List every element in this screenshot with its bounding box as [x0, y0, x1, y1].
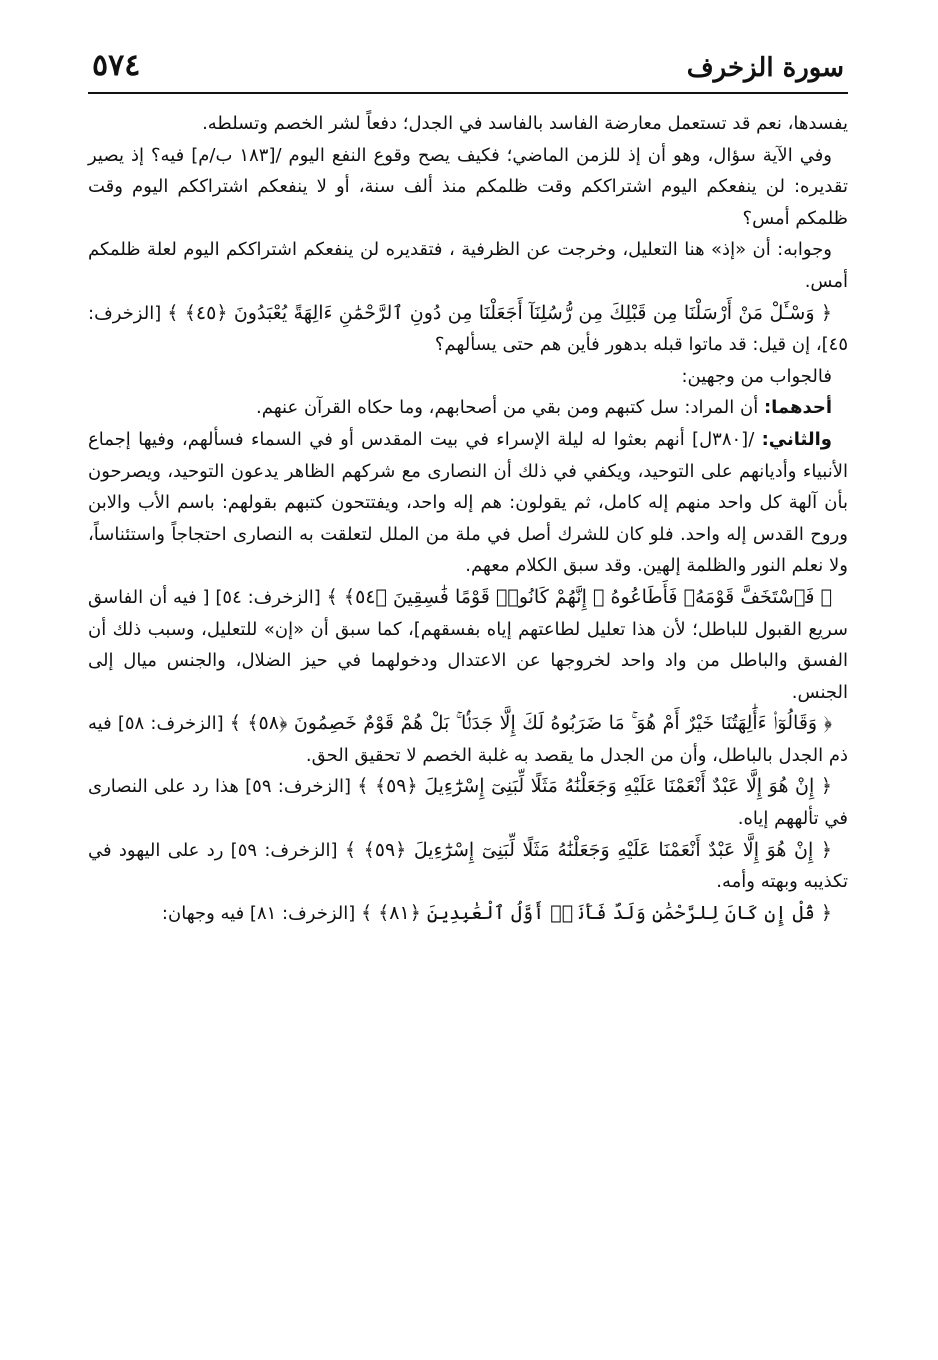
point-label: أحدهما:: [763, 397, 832, 419]
quran-verse: ﴿ وَسْـَٔلْ مَنْ أَرْسَلْنَا مِن قَبْلِكَ مِن رُّسُلِنَآ أَجَعَلْنَا مِن دُونِ ٱلرَّحْمَٰنِ ءَالِهَةً يُعْبَدُونَ ﴿٤٥﴾ ﴾: [167, 301, 832, 324]
paragraph: [88, 298, 848, 361]
paragraph: [88, 234, 848, 297]
point-label: والثاني:: [761, 428, 832, 450]
paragraph: [88, 898, 848, 930]
quran-verse: ﴿ قُلْ إِن كَانَ لِلرَّحْمَٰنِ وَلَدٌ فَأَنَا۠ أَوَّلُ ٱلْعَٰبِدِينَ ﴿٨١﴾ ﴾: [360, 901, 832, 924]
paragraph-text: وجوابه: أن «إذ» هنا التعليل، وخرجت عن الظرفية ، فتقديره لن ينفعكم اشتراككم اليوم لعلة ظلمكم أمس.: [88, 239, 848, 292]
paragraph-text: وفي الآية سؤال، وهو أن إذ للزمن الماضي؛ فكيف يصح وقوع النفع اليوم /[١٨٣ ب/م] فيه؟ إذ يصير تقديره: لن ينفعكم اليوم اشتراككم وقت ظلمكم منذ ألف سنة، أو لا ينفعكم اشتراككم اليوم وقت ظلمكم أمس؟: [88, 144, 848, 229]
page-number: ٥٧٤: [92, 48, 141, 83]
quran-verse: ﴿ إِنْ هُوَ إِلَّا عَبْدٌ أَنْعَمْنَا عَلَيْهِ وَجَعَلْنَٰهُ مَثَلًا لِّبَنِىٓ إِسْرَٰٓءِيلَ ﴿٥٩﴾ ﴾: [344, 838, 832, 861]
paragraph: [88, 392, 848, 424]
paragraph-text: [الزخرف: ٥٩] رد على اليهود في تكذيبه وبهته وأمه.: [88, 839, 848, 893]
paragraph: [88, 582, 848, 708]
paragraph: [88, 108, 848, 140]
paragraph: [88, 140, 848, 235]
paragraph-text: [الزخرف: ٤٥]، إن قيل: قد ماتوا قبله بدهور فأين هم حتى يسألهم؟: [88, 302, 848, 356]
paragraph: [88, 708, 848, 771]
paragraph-text: [الزخرف: ٨١] فيه وجهان:: [161, 902, 361, 924]
quran-verse: ﴿ فَٱسْتَخَفَّ قَوْمَهُۥ فَأَطَاعُوهُ ۚ إِنَّهُمْ كَانُوا۟ قَوْمًا فَٰسِقِينَ ﴿٥٤﴾ ﴾: [326, 585, 832, 608]
paragraph-text: فالجواب من وجهين:: [681, 365, 832, 387]
quran-verse: ﴿ إِنْ هُوَ إِلَّا عَبْدٌ أَنْعَمْنَا عَلَيْهِ وَجَعَلْنَٰهُ مَثَلًا لِّبَنِىٓ إِسْرَٰٓءِيلَ ﴿٥٩﴾ ﴾: [357, 775, 832, 798]
paragraph: [88, 424, 848, 582]
quran-verse: ﴿ وَقَالُوٓا۟ ءَأَٰلِهَتُنَا خَيْرٌ أَمْ هُوَ ۚ مَا ضَرَبُوهُ لَكَ إِلَّا جَدَلًۢا ۚ بَلْ هُمْ قَوْمٌ خَصِمُونَ ﴿٥٨﴾ ﴾: [229, 712, 832, 735]
paragraph: [88, 361, 848, 393]
paragraph-text: أن المراد: سل كتبهم ومن بقي من أصحابهم، وما حكاه القرآن عنهم.: [256, 397, 764, 419]
book-page: [88, 40, 848, 1340]
paragraph: [88, 835, 848, 898]
paragraph-text: [الزخرف: ٥٨] فيه ذم الجدل بالباطل، وأن من الجدل ما يقصد به غلبة الخصم لا تحقيق الحق.: [88, 713, 848, 766]
surah-title: سورة الزخرف: [686, 53, 844, 83]
paragraph: [88, 771, 848, 834]
paragraph-text: يفسدها، نعم قد تستعمل معارضة الفاسد بالفاسد في الجدل؛ دفعاً لشر الخصم وتسلطه.: [202, 113, 848, 134]
paragraph-text: /[٣٨٠ل] أنهم بعثوا له ليلة الإسراء في بيت المقدس أو في السماء فسألهم، وفيها إجماع الأنبياء وأديانهم على التوحيد، ويكفي في ذلك أن النصارى مع شركهم الظاهر يدعون التوحيد، ويصرحون بأن آلهة كل واحد منهم إله كامل، ثم يقولون: هم إله واحد، ويفتتحون كتبهم بقولهم: باسم الأب والابن وروح القدس إله واحد. فلو كان للشرك أصل في ملة من الملل لتعلقت به النصارى احتجاجاً واستئناساً، ولا نعلم النور والظلمة إلهين. وقد سبق الكلام معهم.: [88, 428, 848, 577]
paragraph-text: [الزخرف: ٥٩] هذا رد على النصارى في تألههم إياه.: [88, 776, 848, 830]
page-body: [88, 94, 848, 929]
paragraph-text: [الزخرف: ٥٤] [ فيه أن الفاسق سريع القبول للباطل؛ لأن هذا تعليل لطاعتهم إياه بفسقهم]، كما سبق أن «إن» للتعليل، وسبب ذلك أن الفسق والباطل من واد واحد لخروجها عن الاعتدال ودخولهما في حيز الضلال، والجنس ميال إلى الجنس.: [88, 586, 848, 703]
page-header: [88, 40, 848, 94]
